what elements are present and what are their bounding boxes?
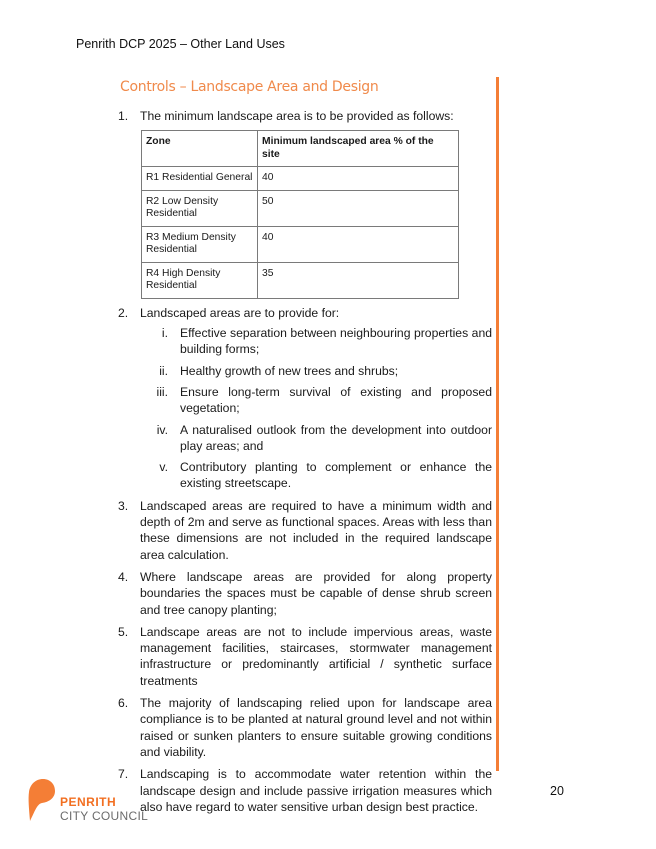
table-row: [142, 167, 459, 191]
area-cell: 40: [258, 167, 459, 191]
table-header-row: [142, 131, 459, 167]
zone-cell: R1 Residential General: [142, 167, 258, 191]
area-cell: 50: [258, 190, 459, 226]
sub-item-number: v.: [159, 460, 168, 475]
item-number: 3.: [118, 498, 129, 513]
item-text: Where landscape areas are provided for along property boundaries the spaces must be capable of dense shrub screen and tree canopy planting;: [140, 569, 492, 617]
logo-text-city-council: CITY COUNCIL: [60, 809, 149, 823]
sub-item-number: iv.: [156, 422, 168, 437]
sub-list-item: [140, 363, 492, 379]
list-item: [118, 498, 492, 563]
sub-item-number: i.: [161, 326, 168, 341]
list-item: [118, 695, 492, 760]
table-row: [142, 262, 459, 298]
item-number: 5.: [118, 624, 129, 639]
item-number: 7.: [118, 767, 129, 782]
zone-cell: R3 Medium Density Residential: [142, 226, 258, 262]
item-text: The minimum landscape area is to be provided as follows:: [140, 109, 454, 123]
sub-list: [140, 325, 492, 492]
section-title: Controls – Landscape Area and Design: [120, 79, 379, 95]
item-number: 1.: [118, 109, 129, 123]
list-item: [118, 766, 492, 815]
area-cell: 35: [258, 262, 459, 298]
list-item: [118, 305, 492, 492]
column-header-zone: Zone: [142, 131, 258, 167]
logo-text-penrith: PENRITH: [60, 795, 117, 809]
column-header-min-area: Minimum landscaped area % of the site: [258, 131, 459, 167]
item-text: Landscaped areas are required to have a minimum width and depth of 2m and serve as functional spaces. Areas with less than these dimensions are not included in the required landscape area calculation.: [140, 498, 492, 562]
accent-side-bar: [496, 77, 499, 771]
sub-item-text: Ensure long-term survival of existing and proposed vegetation;: [180, 384, 492, 416]
item-text: Landscape areas are not to include impervious areas, waste management facilities, staircases, stormwater management infrastructure or predominantly artificial / synthetic surface treatments: [140, 624, 492, 688]
item-text: The majority of landscaping relied upon for landscape area compliance is to be planted at natural ground level and not within raised or sunken planters to ensure suitable growing conditions and viability.: [140, 696, 492, 759]
item-text: Landscaping is to accommodate water retention within the landscape design and include passive irrigation measures which also have regard to water sensitive urban design best practice.: [140, 767, 492, 814]
penrith-logo-mark-icon: [28, 779, 56, 823]
sub-item-text: Contributory planting to complement or enhance the existing streetscape.: [180, 460, 492, 491]
zone-cell: R2 Low Density Residential: [142, 190, 258, 226]
item-text: Landscaped areas are to provide for:: [140, 305, 340, 320]
area-cell: 40: [258, 226, 459, 262]
list-item: [118, 569, 492, 618]
sub-list-item: [140, 384, 492, 417]
item-number: 4.: [118, 569, 129, 584]
sub-item-text: Healthy growth of new trees and shrubs;: [180, 363, 399, 378]
item-number: 6.: [118, 696, 129, 711]
table-row: [142, 190, 459, 226]
sub-list-item: [140, 422, 492, 455]
sub-item-text: Effective separation between neighbouring properties and building forms;: [180, 326, 492, 357]
item-number: 2.: [118, 305, 129, 320]
list-item: [118, 624, 492, 689]
sub-item-text: A naturalised outlook from the development into outdoor play areas; and: [180, 422, 492, 453]
landscape-area-table: [141, 130, 459, 299]
sub-item-number: iii.: [156, 384, 168, 399]
table-row: [142, 226, 459, 262]
page-header: Penrith DCP 2025 – Other Land Uses: [76, 37, 285, 51]
sub-list-item: [140, 325, 492, 358]
list-item: [118, 108, 492, 299]
controls-list: [118, 108, 492, 821]
page-number: 20: [550, 784, 564, 798]
sub-list-item: [140, 459, 492, 492]
zone-cell: R4 High Density Residential: [142, 262, 258, 298]
sub-item-number: ii.: [159, 363, 168, 378]
